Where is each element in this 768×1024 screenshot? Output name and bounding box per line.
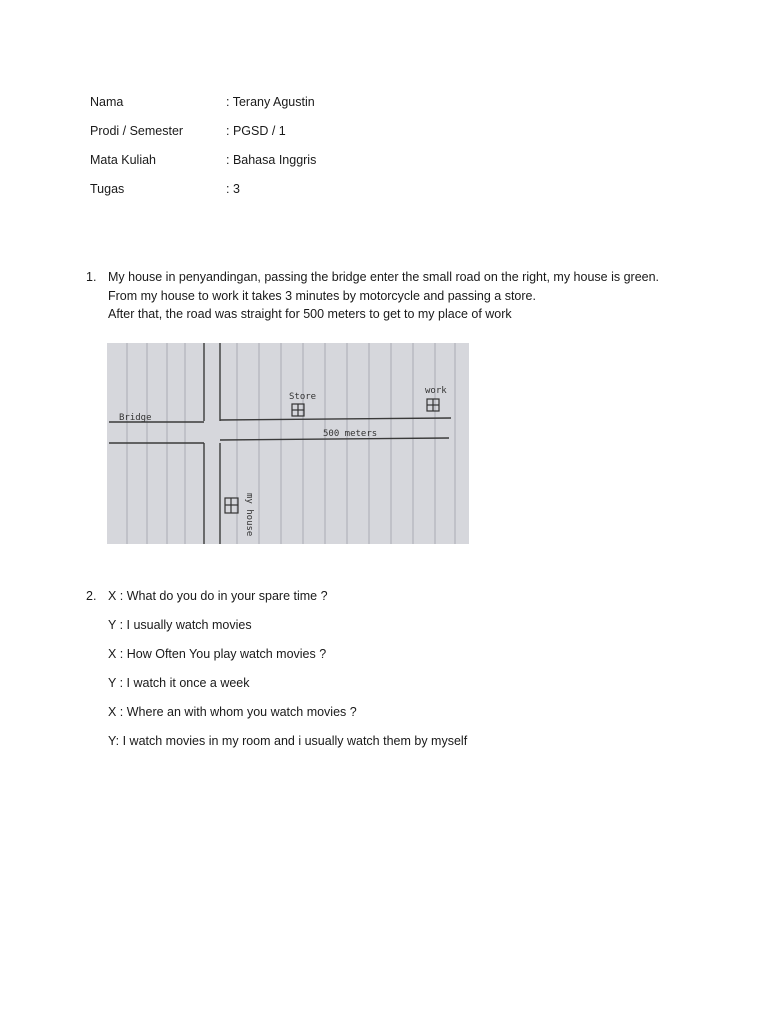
info-value: : 3 [226,182,240,196]
info-value: : Bahasa Inggris [226,153,317,167]
dialog-line: Y: I watch movies in my room and i usually watch them by myself [108,734,468,748]
store-icon [292,404,304,416]
dialog-line: X : How Often You play watch movies ? [108,647,327,661]
map-label-store: Store [289,392,317,402]
map-label-distance: 500 meters [323,429,378,439]
info-label: Prodi / Semester [90,124,184,138]
info-label: Tugas [90,182,125,196]
map-sketch-photo [107,343,469,544]
map-label-work: work [425,386,447,396]
info-value: : Terany Agustin [226,95,315,109]
map-label-house: my house [244,493,254,537]
dialog-line: X : Where an with whom you watch movies ? [108,705,357,719]
house-icon [225,498,238,513]
work-icon [427,399,439,411]
question-number: 1. [86,270,97,284]
question-1-line: After that, the road was straight for 500 meters to get to my place of work [108,307,512,321]
question-number: 2. [86,589,97,603]
map-label-bridge: Bridge [119,413,152,423]
question-1-line: My house in penyandingan, passing the bridge enter the small road on the right, my house is green. [108,270,660,284]
info-label: Nama [90,95,124,109]
dialog-line: Y : I usually watch movies [108,618,252,632]
info-label: Mata Kuliah [90,153,157,167]
dialog-line: X : What do you do in your spare time ? [108,589,328,603]
info-value: : PGSD / 1 [226,124,286,138]
question-1-line: From my house to work it takes 3 minutes by motorcycle and passing a store. [108,289,536,303]
dialog-line: Y : I watch it once a week [108,676,250,690]
